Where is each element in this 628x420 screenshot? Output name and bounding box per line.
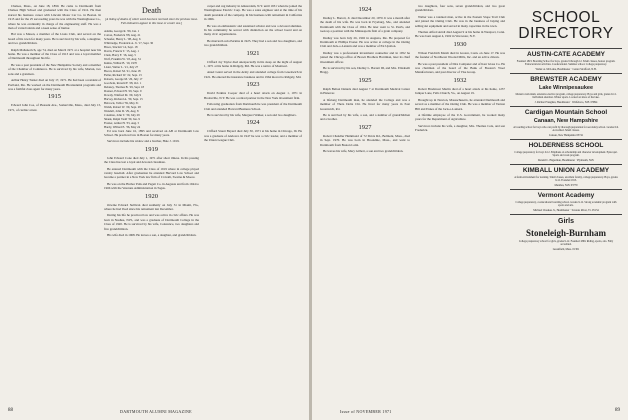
obituary-paragraph: Clifford Jay Taylor died unexpectedly in his sleep on the night of August 1, 1971 at his home in Ridgely, Md. He was a native of Montreal.	[204, 59, 302, 69]
school-ad	[510, 109, 622, 137]
death-entry: Adams, George R. '06, Jan. 1	[104, 28, 140, 33]
running-footer: DARTMOUTH ALUMNI MAGAZINE	[120, 409, 192, 414]
obituary-paragraph: He is survived by his son, Dudley L. Barrett III, and Mrs. Elizabeth Bragg.	[320, 66, 410, 75]
obituary-paragraph: Thomas Alfred Arndt died August 9 at his home in Westport, Conn. He was born August 4, 1902 in Worcester, N.Y.	[415, 30, 505, 39]
death-entry: Walsh, Robert W. '29, Sept. 28	[104, 104, 141, 109]
school-subtitle: Canaan, New Hampshire	[533, 118, 599, 124]
death-entry: Goodwin, Ronald F. '28, Oct. 1	[104, 80, 142, 85]
obituary-paragraph: Clifford Stuart Bayard died July 30, 1971 at his home in Chicago, Ill. He was a graduate of Andover. In 1947 he was a civic leader, and a member of the Union League Club.	[204, 129, 302, 143]
girls-section-heading: Girls	[558, 218, 574, 225]
obituary-paragraph: carpet and rug industry in Amsterdam, N.Y. until 1931 when he joined the Westinghouse Electric Corp. He was a sales engineer and at the time of his death president of the company. In his business with retirement in California in 1966.	[204, 4, 302, 22]
obituary-paragraph: Wilson Freidrich Marsh died in Groton, Conn. on June 17. He was the founder of Northwest Wooled Mills, Inc. and an active citizen.	[415, 50, 505, 60]
class-year-heading: 1924	[246, 119, 260, 127]
death-entry: Dowdy, Winfred M. '29, July 9	[104, 92, 142, 97]
obituary-paragraph: Oswine Edward Sullivan died suddenly on July 31 in Miami, Fla., where he had lived since his retirement last December.	[104, 202, 199, 212]
obituary-paragraph: Dudley was born July 26, 1902 in Augusta, Me. He prepared for Dartmouth at Phillips Exeter. He was active at college in the Outing Club and Jack-o-Lantern and was a member of Psi Upsilon.	[320, 35, 410, 49]
death-entry: Fuller, Richard W. '22, Sept. 13	[104, 72, 142, 77]
death-entry: Kuhns, Wilbur B. '19, 1970	[104, 60, 137, 65]
deaths-list	[104, 29, 199, 129]
obituary-paragraph: Dudley was a professional investment counsellor and in 1952 he joined the Chicago office of Brown Brothers Harriman, later its chief investment officer.	[320, 50, 410, 64]
class-year-heading: 1923	[246, 81, 260, 89]
class-year-heading: 1927	[358, 123, 372, 131]
class-year-heading: 1920	[145, 192, 158, 200]
death-entry: Frazier, Arthur H. '33, Aug. 5	[104, 120, 140, 125]
obituary-paragraph: two daughters, four sons, seven grandchildren, and two great grandchildren.	[415, 4, 505, 13]
obituary-paragraph: He is survived by his wife, Margaret Walker, a son and two daughters.	[207, 112, 297, 117]
death-entry: Roberts, George M. '26, July 17	[104, 76, 143, 81]
school-contact: J. Richard Vaughan, Headmaster · Wolfeboro, N.H. 03894	[534, 100, 598, 104]
divider	[510, 139, 622, 140]
school-ad	[510, 51, 622, 71]
school-description: Founded 1823. Boarding School for boys, grades 9 through 12. Small classes, honors program. Extracurricular activities. Coeducational. Summer school. College preparatory.	[516, 60, 616, 67]
class-year-heading: 1919	[145, 145, 158, 153]
obituary-paragraph: David Perkins Cooper died of a heart attack on August 1, 1971 in Bronxville, N.Y. He was a retired partner in the New York investment firm.	[204, 91, 302, 100]
deaths-heading: Death	[141, 6, 162, 15]
obituary-paragraph: Ed was born June 16, 1895 and received an AB at Dartmouth Law School. He practiced law in Boston for many years.	[104, 128, 199, 137]
class-year-heading: 1915	[48, 93, 61, 101]
obituary-paragraph: Walter was a talented man, active in the Eastern Slope Trail Club and joined the Outing Club. He was in the business of buying and selling ski equipment and served in many capacities in the town.	[415, 14, 505, 28]
obituary-paragraph: A lifetime employee of the U.S. Government, he worked many years for the Department of Agriculture.	[415, 112, 505, 122]
divider	[510, 48, 622, 49]
divider	[510, 164, 622, 165]
obituary-paragraph: Ansel Grant served in the Army and attended college from Greenwich in 1921. He entered the insurance business and in 1964 moved to Ridgely, Md.	[204, 70, 302, 79]
obituary-paragraph: Following graduation from Dartmouth he was president of the Dartmouth Club and attended Harvard Business School.	[204, 102, 302, 111]
school-description: A boarding school for boys who can profit by thorough preparation for secondary school. Grades 6-9. Accredited. Small classes.	[513, 126, 619, 133]
obituary-paragraph: A lifelong Dartmouth man, he attended the College and was a member of Theta Delta Chi. He lived for many years in East Greenwich, R.I.	[320, 97, 410, 111]
death-entry: Brace, Sinclair '14, Sept. 18	[104, 44, 138, 49]
obituary-paragraph: He was an enthusiastic and sustained scholar and was a devoted alumnus. In his community he served with distinction on the school board and on many civic organizations.	[204, 23, 302, 37]
death-entry: Babcock, Talbot '39, May 31	[104, 100, 139, 105]
school-description: College preparatory school for girls, grades 9-12. Founded 1869. Riding, sports, arts. Fully accredited.	[518, 240, 614, 247]
death-entry: Lister, Walter L. '21, July 27	[104, 64, 139, 69]
school-description: College preparatory for boys 9-12. Emphasis on scholarship and character development. Episcopal. Sports and work program.	[514, 151, 618, 158]
school-contact: Canaan, New Hampshire 03741	[548, 133, 584, 137]
death-entry: Delaney, Thomas B. '29, Sept. 18	[104, 84, 145, 89]
right-column-1	[320, 4, 410, 404]
obituary-paragraph: He entered Dartmouth with the Class of 1919 where in college played varsity baseball. After graduation he attended Harvard Law School and became a partner in a New York law firm of Cravath, Swaine & Moore.	[104, 166, 199, 180]
right-column-2	[415, 4, 505, 404]
school-name: Stoneleigh-Burnham	[525, 228, 606, 238]
school-contact: Michael Choukas Jr., Headmaster · Saxtons River, Vt. 05154	[533, 208, 599, 212]
divider	[510, 73, 622, 74]
right-page	[312, 0, 628, 420]
school-contact: Greenfield, Mass. 01301	[552, 247, 580, 251]
school-name: KIMBALL UNION ACADEMY	[522, 167, 610, 174]
class-year-heading: 1925	[358, 76, 372, 84]
death-entry: Bacon, Robert M. '21, June 18	[104, 68, 141, 73]
school-name: AUSTIN-CATE ACADEMY	[527, 51, 605, 58]
death-entry: Cotton, Frederick '08, Aug. 21	[104, 32, 141, 37]
school-ad	[510, 167, 622, 187]
school-name: Cardigan Mountain School	[524, 109, 608, 116]
obituary-paragraph: During his life he practiced law and was active in civic affairs. He was born in Nashua, N.H., and was a graduate of Dartmouth College in the Class of 1920. He is survived by his wife, Constance, two daughters and five grandchildren.	[104, 213, 199, 231]
divider	[510, 106, 622, 107]
obituary-paragraph: Survivors include his widow and a brother, Hale J. 1919.	[107, 139, 180, 144]
obituary-paragraph: He married Lucia Perkins in 1925. They had a son and two daughters, and two grandchildren.	[204, 38, 302, 48]
class-year-heading: 1921	[246, 49, 260, 57]
obituary-paragraph: He is survived by his wife, a son, and a number of grandchildren and a brother.	[320, 112, 410, 122]
school-contact: Donald C. Hagerman, Headmaster · Plymouth, N.H.	[537, 158, 595, 162]
death-entry: Wendell, John D. '29, Aug. 8	[104, 108, 139, 113]
school-name: BREWSTER ACADEMY	[530, 76, 602, 83]
obituary-paragraph: John Edward Cone died July 1, 1971 after short illness. In his passing the Class has lost a loyal and devoted classmate.	[104, 155, 199, 165]
obituary-paragraph: He was a past president of Dira Computer and of Kerr Glass Co. He was chairman of the board of the Bank of Boston's Wool Manufacturers, and past director of Vise Group.	[415, 61, 505, 75]
obituary-paragraph: Arthur Henry Turner died on July 17, 1971. He had been a resident of Portland, Me. He worked on the Dartmouth Bicentennial programs and was a faithful class agent for many years.	[8, 78, 101, 91]
obituary-paragraph: Edward John Coe, of Pleasant Ave., Somerville, Mass., died July 15, 1971, of cardiac arrest.	[8, 103, 101, 112]
school-ad	[510, 76, 622, 104]
class-year-heading: 1930	[453, 40, 467, 48]
running-footer: Issue of NOVEMBER 1971	[340, 409, 392, 414]
obituary-paragraph: His wife died in 1968. He leaves a son, a daughter, and grandchildren.	[107, 233, 197, 238]
left-column-3	[204, 4, 302, 404]
school-contact: Walter A. McLaine, Headmaster · Center Strafford, N.H.	[535, 67, 597, 71]
obituary-paragraph: He leaves his wife, Mary Gilbert, a son and two grandchildren.	[323, 148, 404, 153]
school-ad	[510, 142, 622, 162]
obituary-paragraph: Robert Chandler Hammond of 72 Davis Rd., Belmont, Mass., died in Sept. 1970. He was born in Brookline, Mass., and went to Dartmouth from Boston Latin.	[320, 133, 410, 147]
obituary-paragraph: Chelsea, Mass., on June 18, 1890. He came to Dartmouth from Chelsea High School and graduated with the Class of 1912. He then started his business career with Lincoln Motor Car Co. in Boston. In 1915 and for the 25 succeeding years he was with the Westinghouse Co., where he was eventually in charge of the engineering staff. He was a man of varied talents and a keen sense of humor.	[8, 4, 101, 31]
divider	[510, 214, 622, 215]
obituary-paragraph: Dudley L. Barrett, Jr. died December 20, 1970. It was a month after the death of his wife. He was born in Fryeburg, Me., and attended Dartmouth with the Class of 1924. He later went to St. Paul's, and took up a position with the Minneapolis firm of a grain company.	[320, 16, 410, 34]
obituary-paragraph: Robert Bradstreet Martin died of a heart attack at his home, 1237 Juniper Lane, Falls Church, Va., on August 19.	[415, 86, 505, 96]
death-entry: Coleman, John T. '30, July 29	[104, 112, 140, 117]
school-description: A fresh environment for learning. Small classes, excellent faculty, college preparatory. Boys, grades 9-12. Founded 1813.	[514, 176, 618, 183]
divider	[510, 189, 622, 190]
death-entry: Whittredge, Frederick A. Jr. '17, Sept. 30	[104, 40, 154, 45]
obituary-paragraph: He was on the Harbor Polk and Pagett Co. in Augusta and from 1944 to 1966 with the Veterans Administration in Togus.	[104, 181, 199, 191]
death-entry: Donner, Edward H. '29, Sept. 9	[104, 88, 142, 93]
death-entry: Clark, Harry F. '16, Aug. 5	[104, 52, 136, 57]
obituary-paragraph: Ralph Belton Daniels died August 7 at Dartmouth Medical Center in Hanover.	[320, 86, 410, 96]
school-subtitle: Lake Winnipesaukee	[538, 85, 594, 91]
death-entry: Hardy, Willard E. '36, May 24	[104, 124, 141, 129]
obituary-paragraph: Brought up in Newton, Massachusetts, he attended Dartmouth and served as a member of the Outing Club. He was a member of Vernon Hill and Ennes of the Jack-o-Lantern.	[415, 97, 505, 111]
school-contact: Meriden, N.H. 03770	[554, 183, 578, 187]
obituary-paragraph: He was a past president of the New Hampshire Society and a member of the Chamber of Commerce. He is survived by his wife, Marian, two sons and a grandson.	[8, 62, 101, 76]
school-description: College preparatory, coeducational boarding school. Grades 9-12. Strong academic program with sports and arts.	[515, 201, 617, 208]
school-directory	[510, 4, 622, 414]
class-year-heading: 1932	[453, 76, 467, 84]
obituary-paragraph: Survivors include his wife, a daughter, Mrs. Thomas Cole, and son Frederick.	[415, 123, 505, 133]
left-page	[0, 0, 309, 420]
page-number: 89	[615, 408, 620, 413]
class-year-heading: 1924	[358, 6, 372, 13]
school-name: HOLDERNESS SCHOOL	[528, 142, 604, 149]
deaths-note: [A listing of deaths of which word has been received since the previous issue. Full obituaries appear in this issue or a later one.]	[105, 17, 198, 25]
school-ad	[510, 228, 622, 251]
left-column-1	[8, 4, 101, 404]
obituary-paragraph: Ralph Mahanovich, age 74, died on March 1971 at a hospital near his home. He was a member of the Class of 1913 and was a loyal member of Dartmouth throughout his life.	[8, 47, 101, 61]
school-ad	[510, 192, 622, 212]
left-column-2	[104, 4, 199, 404]
death-entry: Dorris, Francis T. '15, Aug. 1	[104, 48, 139, 53]
page-number: 88	[8, 408, 13, 413]
directory-title: SCHOOL DIRECTORY	[518, 9, 614, 42]
death-entry: Wolf, Franklin W. '18, Aug. 31	[104, 56, 141, 61]
school-description: Modern curriculum, extensive elective program, college preparatory. Boys and girls, grades 9-12. Individual attention. Winter sports. Located on shore of the lake.	[515, 93, 617, 100]
death-entry: Shank, Ralph Vedd '30, Jan. 9	[104, 116, 140, 121]
obituary-paragraph: Hal was a Mason, a member of the Lions Club, and served on the board of his town for many years. He is survived by his wife, a daughter, and two grandchildren.	[8, 32, 101, 46]
school-name: Vermont Academy	[537, 192, 595, 199]
death-entry: Harvey, Richard A. '30, Sept. 15	[104, 96, 143, 101]
death-entry: Schaefer, Henry L. '08, Aug. 6	[104, 36, 141, 41]
